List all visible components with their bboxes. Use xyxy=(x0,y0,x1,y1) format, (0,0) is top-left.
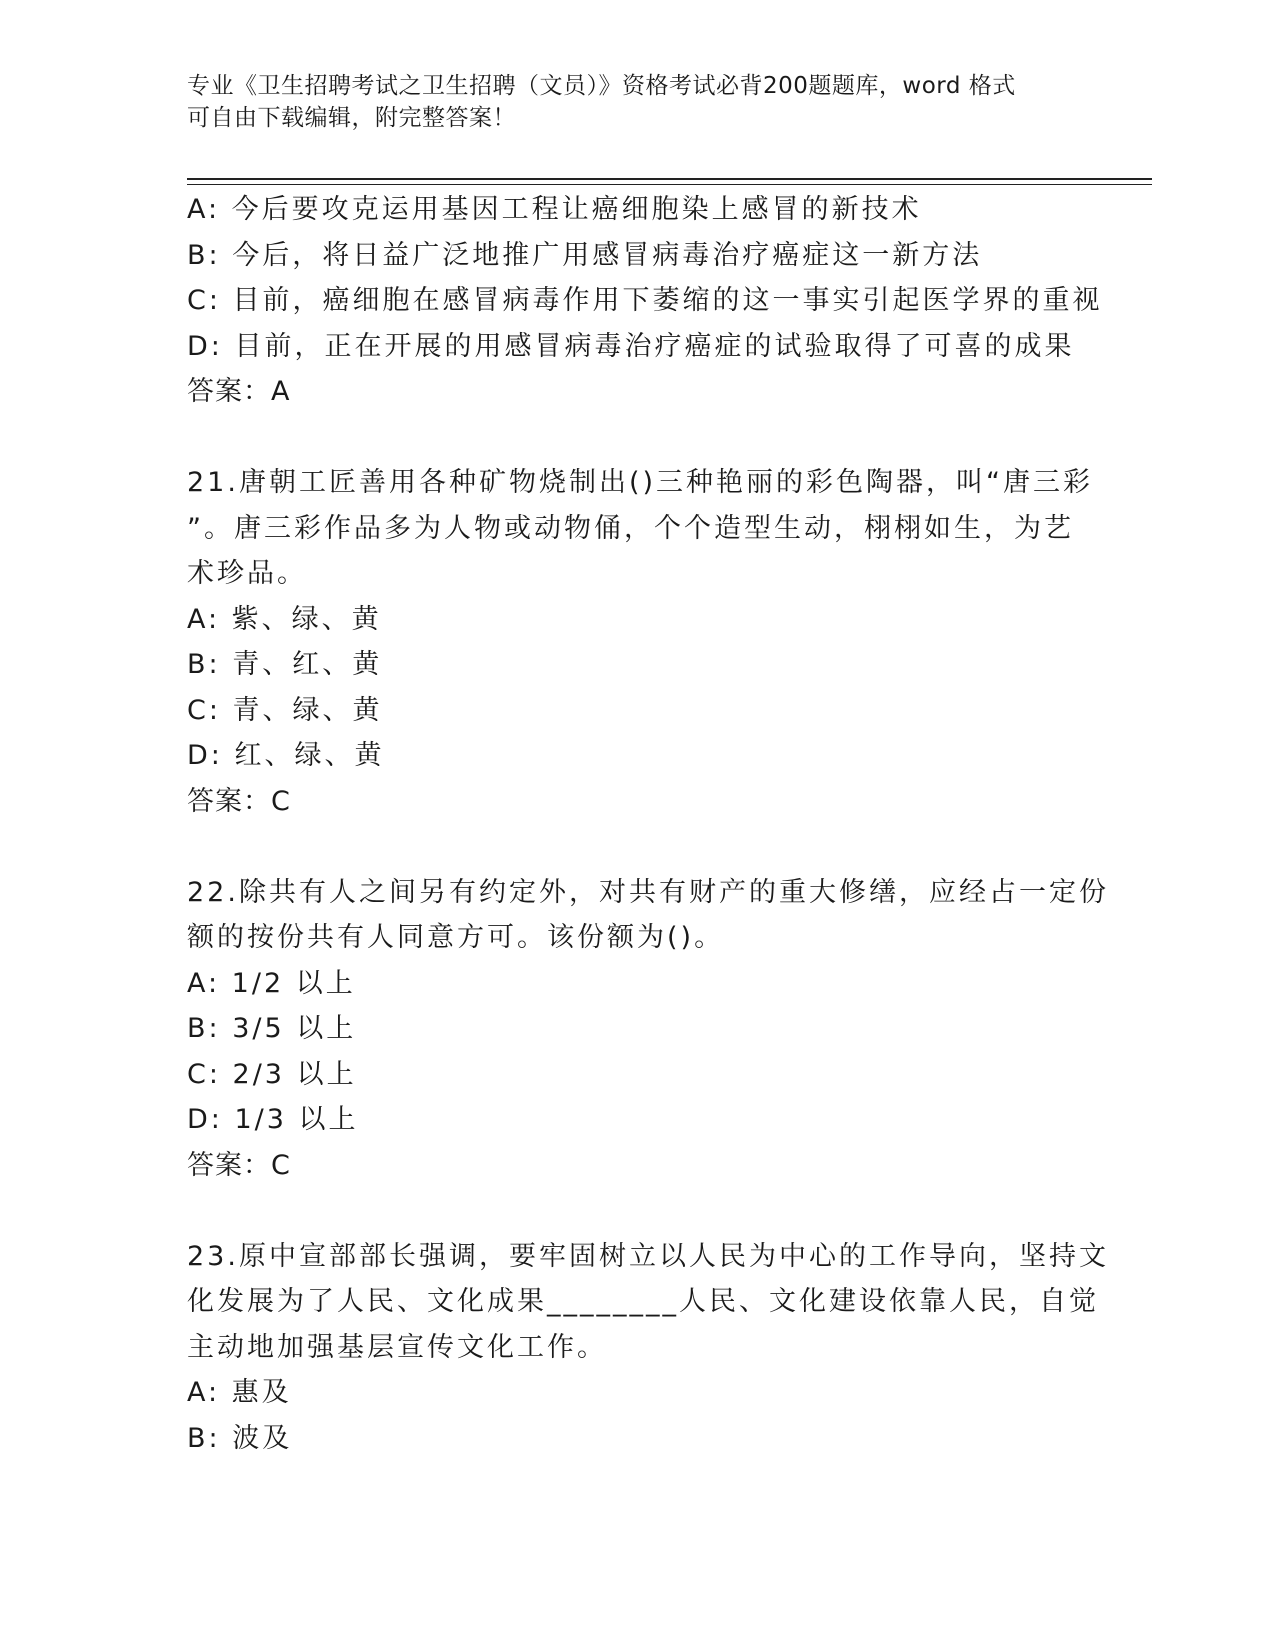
option-c: C: 目前，癌细胞在感冒病毒作用下萎缩的这一事实引起医学界的重视 xyxy=(187,285,1103,316)
question-stem-line: 23.原中宣部部长强调，要牢固树立以人民为中心的工作导向，坚持文 xyxy=(187,1240,1109,1272)
question-list xyxy=(187,187,1109,1461)
question-stem-line: 额的按份共有人同意方可。该份额为()。 xyxy=(187,922,725,953)
option-b: B: 波及 xyxy=(187,1422,293,1454)
question-stem-line: 主动地加强基层宣传文化工作。 xyxy=(187,1331,607,1363)
answer-line: 答案：C xyxy=(187,1149,291,1181)
header-divider xyxy=(187,178,1152,180)
header-line-2: 可自由下载编辑，附完整答案！ xyxy=(187,105,516,131)
question-stem-line: 22.除共有人之间另有约定外，对共有财产的重大修缮，应经占一定份 xyxy=(187,876,1109,908)
option-d: D: 目前，正在开展的用感冒病毒治疗癌症的试验取得了可喜的成果 xyxy=(187,330,1075,362)
option-a: A: 今后要攻克运用基因工程让癌细胞染上感冒的新技术 xyxy=(187,194,922,225)
question-block-23 xyxy=(187,1234,1109,1462)
answer-line: 答案：A xyxy=(187,376,291,407)
question-block-21 xyxy=(187,460,1093,824)
option-a: A: 1/2 以上 xyxy=(187,967,356,999)
question-block-22 xyxy=(187,870,1109,1189)
option-c: C: 青、绿、黄 xyxy=(187,694,383,726)
spacer xyxy=(187,1188,1087,1234)
question-block-previous xyxy=(187,187,1103,415)
answer-line: 答案：C xyxy=(187,785,291,817)
header-line-1: 专业《卫生招聘考试之卫生招聘（文员）》资格考试必背200题题库，word 格式 xyxy=(187,73,1016,99)
question-stem-line: 化发展为了人民、文化成果________人民、文化建设依靠人民，自觉 xyxy=(187,1286,1099,1317)
question-stem-line: 术珍品。 xyxy=(187,558,307,589)
option-b: B: 3/5 以上 xyxy=(187,1013,357,1044)
option-a: A: 惠及 xyxy=(187,1377,292,1408)
option-b: B: 青、红、黄 xyxy=(187,649,383,680)
spacer xyxy=(187,415,1087,461)
document-header xyxy=(187,70,1067,134)
option-d: D: 1/3 以上 xyxy=(187,1104,359,1135)
header-divider-thin xyxy=(187,184,1152,185)
question-stem-line: 21.唐朝工匠善用各种矿物烧制出()三种艳丽的彩色陶器，叫“唐三彩 xyxy=(187,467,1093,498)
spacer xyxy=(187,824,1087,870)
option-c: C: 2/3 以上 xyxy=(187,1058,357,1090)
option-a: A: 紫、绿、黄 xyxy=(187,603,382,635)
option-b: B: 今后，将日益广泛地推广用感冒病毒治疗癌症这一新方法 xyxy=(187,239,983,271)
question-stem-line: ”。唐三彩作品多为人物或动物俑，个个造型生动，栩栩如生，为艺 xyxy=(187,512,1074,544)
option-d: D: 红、绿、黄 xyxy=(187,740,385,771)
